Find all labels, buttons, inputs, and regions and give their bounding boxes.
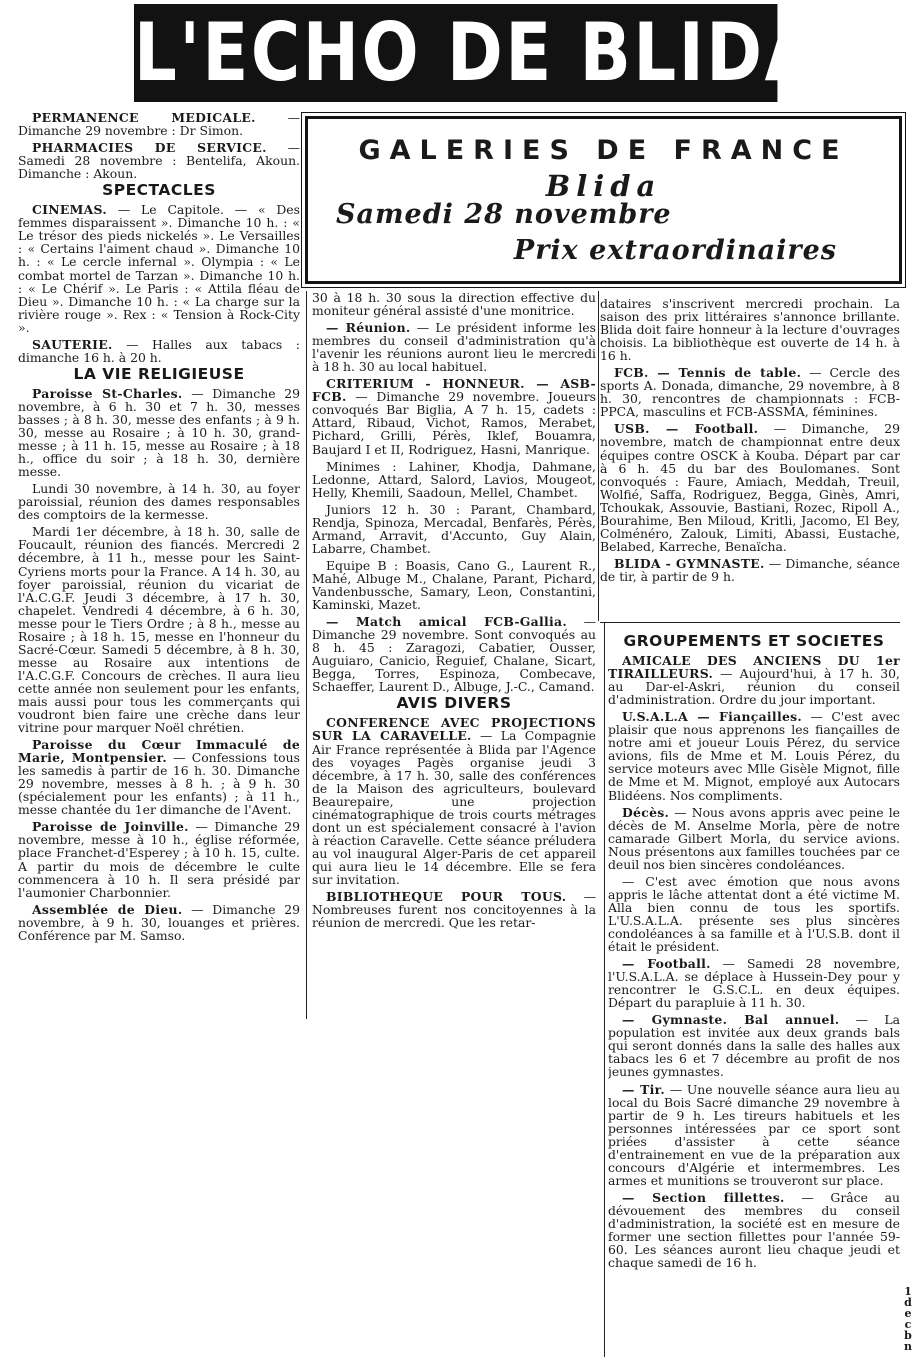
section-heading-vie-religieuse: LA VIE RELIGIEUSE bbox=[73, 364, 245, 383]
section-heading-spectacles: SPECTACLES bbox=[102, 181, 216, 200]
article-bibliotheque: BIBLIOTHEQUE POUR TOUS. — Nombreuses furent nos concitoyennes à la réunion de mercredi. Que les retar- bbox=[312, 889, 596, 931]
advert-date: Samedi 28 novembre bbox=[336, 199, 672, 230]
article-reunion: — Réunion. — Le président informe les membres du conseil d'administration qu'à l'avenir les réunions auront lieu le mercredi à 18 h. 30 au local habituel. bbox=[312, 320, 596, 375]
column-2 bbox=[312, 291, 596, 1021]
article-fcb-tennis: FCB. — Tennis de table. — Cercle des sports A. Donada, dimanche, 29 novembre, à 8 h. 30, rencontres de championnats : FCB-PPCA, masculins et FCB-ASSMA, féminines. bbox=[600, 365, 900, 420]
article-assemblee: Assemblée de Dieu. — Dimanche 29 novembre, à 9 h. 30, louanges et prières. Conférence par M. Samso. bbox=[18, 901, 300, 943]
section-heading-avis-divers: AVIS DIVERS bbox=[396, 694, 512, 713]
article-paragraph: 30 à 18 h. 30 sous la direction effective du moniteur général assisté d'une monitrice. bbox=[312, 291, 596, 319]
article-paragraph: Mardi 1er décembre, à 18 h. 30, salle de Foucault, réunion des fiancés. Mercredi 2 décembre, à 11 h., messe pour les Saint-Cyriens morts pour la France. A 14 h. 30, au foyer paroissial, réunion du vicariat de l'A.C.G.F. Jeudi 3 décembre, à 17 h. 30, chapelet. Vendredi 4 décembre, à 6 h. 30, messe pour le Tiers Ordre ; à 8 h., messe au Rosaire ; à 18 h. 15, messe en l'honneur du Sacré-Cœur. Samedi 5 décembre, à 8 h. 30, messe au Rosaire aux intentions de l'A.C.G.F. Concours de crèches. Il aura lieu cette année non seulement pour les enfants, mais aussi pour tous les commerçants qui voudront bien faire une crèche dans leur vitrine pour marquer Noël chrétien. bbox=[18, 524, 300, 736]
edge-fragment: 1 d e c b n bbox=[904, 1285, 912, 1353]
column-4 bbox=[608, 632, 900, 1352]
column-3 bbox=[600, 297, 900, 617]
article-juniors: Juniors 12 h. 30 : Parant, Chambard, Rendja, Spinoza, Mercadal, Benfarès, Pérès, Armand, Arravit, d'Accunto, Guy Alain, Labarre, Chambet. bbox=[312, 501, 596, 556]
article-gymnaste: — Gymnaste. Bal annuel. — La population est invitée aux deux grands bals qui seront donnés dans la salle des halles aux tabacs les 6 et 7 décembre au profit de nos jeunes gymnastes. bbox=[608, 1012, 900, 1080]
article-cinemas: CINEMAS. — Le Capitole. — « Des femmes disparaissent ». Dimanche 10 h. : « Le trésor des pieds nickelés ». Le Versailles : « Certains l'aiment chaud ». Dimanche 10 h. : « Le cercle infernal ». Olympia : « Le combat mortel de Tarzan ». Dimanche 10 h. : « Le Chérif ». Le Paris : « Attila fléau de Dieu ». Dimanche 10 h. : « La charge sur la rivière rouge ». Rex : « Tension à Rock-City ». bbox=[18, 202, 300, 335]
article-permanence: PERMANENCE MEDICALE. — Dimanche 29 novembre : Dr Simon. bbox=[18, 111, 300, 139]
article-sauterie: SAUTERIE. — Halles aux tabacs : dimanche 16 h. à 20 h. bbox=[18, 336, 300, 365]
column-rule bbox=[306, 291, 307, 1019]
article-pharmacies: PHARMACIES DE SERVICE. — Samedi 28 novembre : Bentelifa, Akoun. Dimanche : Akoun. bbox=[18, 140, 300, 182]
column-rule bbox=[604, 622, 605, 1357]
advert-slogan: Prix extraordinaires bbox=[513, 235, 837, 266]
article-minimes: Minimes : Lahiner, Khodja, Dahmane, Ledonne, Attard, Salord, Lavios, Mougeot, Helly, Khemili, Saadoun, Mellel, Chambet. bbox=[312, 458, 596, 500]
column-rule bbox=[598, 291, 599, 621]
article-section-fillettes: — Section fillettes. — Grâce au dévouement des membres du conseil d'administration, la société est en mesure de former une section fillettes pour l'année 59-60. Les séances auront lieu chaque jeudi et chaque samedi de 16 h. bbox=[608, 1189, 900, 1271]
article-football: — Football. — Samedi 28 novembre, l'U.S.A.L.A. se déplace à Hussein-Dey pour y rencontrer le G.S.C.L. en deux équipes. Départ du parapluie à 11 h. 30. bbox=[608, 956, 900, 1011]
advert-store-name: GALERIES DE FRANCE bbox=[358, 135, 849, 166]
article-coeur-immacule: Paroisse du Cœur Immaculé de Marie, Montpensier. — Confessions tous les samedis à partir de 16 h. 30. Dimanche 29 novembre, messes à 8 h. ; à 9 h. 30 (spécialement pour les enfants) ; à 11 h., messe chantée du 1er dimanche de l'Avent. bbox=[18, 737, 300, 818]
article-paragraph: Lundi 30 novembre, à 14 h. 30, au foyer paroissial, réunion des dames responsables des comptoirs de la kermesse. bbox=[18, 481, 300, 523]
article-tir: — Tir. — Une nouvelle séance aura lieu au local du Bois Sacré dimanche 29 novembre à partir de 9 h. Les tireurs habituels et les personnes intéressées par ce sport sont priées d'assister à cette séance d'entrainement en vue de la préparation aux concours d'Algérie et intermembres. Les armes et munitions se trouveront sur place. bbox=[608, 1081, 900, 1188]
column-1 bbox=[18, 111, 300, 1021]
article-usb-football: USB. — Football. — Dimanche, 29 novembre, match de championnat entre deux équipes contre OSCK à Kouba. Départ par car à 6 h. 45 du bar des Boulomanes. Sont convoqués : Faure, Amiach, Meddah, Treuil, Wolfié, Saffa, Rodriguez, Begga, Ginès, Amri, Tchoukak, Assouvie, Bastiani, Rozec, Ripoll A., Bourahime, Ben Miloud, Kritli, Jacomo, El Bey, Colménéro, Zalouk, Limiti, Abassi, Eustache, Belabed, Karreche, Benaïcha. bbox=[600, 421, 900, 554]
section-heading-groupements: GROUPEMENTS ET SOCIETES bbox=[623, 632, 885, 650]
article-st-charles: Paroisse St-Charles. — Dimanche 29 novembre, à 6 h. 30 et 7 h. 30, messes basses ; à 8 h. 30, messe des enfants ; à 9 h. 30, messe au Rosaire ; à 10 h. 30, grand-messe ; à 11 h. 15, messe au Rosaire ; à 18 h., office du soir ; à 18 h. 30, dernière messe. bbox=[18, 385, 300, 480]
article-deces: Décès. — Nous avons appris avec peine le décès de M. Anselme Morla, père de notre camarade Gilbert Morla, du service avions. Nous présentons aux familles touchées par ce deuil nos bien sincères condoléances. bbox=[608, 804, 900, 872]
article-attentat: — C'est avec émotion que nous avons appris le lâche attentat dont a été victime M. Alla bien connu de tous les sportifs. L'U.S.A.L.A. présente ses plus sincères condoléances à sa famille et à l'U.S.B. dont il était le président. bbox=[608, 873, 900, 955]
article-match-amical: — Match amical FCB-Gallia. — Dimanche 29 novembre. Sont convoqués au 8 h. 45 : Zaragozi, Cabatier, Ousser, Auguiaro, Canicio, Reguief, Chalane, Sicart, Begga, Torres, Espinoza, Combecave, Schaeffer, Laurent D., Albuge, J.-C., Camand. bbox=[312, 614, 596, 695]
article-joinville: Paroisse de Joinville. — Dimanche 29 novembre, messe à 10 h., église réformée, place Franchet-d'Esperey ; à 10 h. 15, culte. A partir du mois de décembre le culte commencera à 10 h. Il sera présidé par l'aumonier Charbonnier. bbox=[18, 819, 300, 900]
article-conference: CONFERENCE AVEC PROJECTIONS SUR LA CARAVELLE. — La Compagnie Air France représentée à Blida par l'Agence des voyages Pagès organise jeudi 3 décembre, à 17 h. 30, salle des conférences de la Maison des agriculteurs, boulevard Beaurepaire, une projection cinématographique de trois courts métrages dont un est spécialement consacré à l'avion à réaction Caravelle. Cette séance préludera au vol inaugural Alger-Paris de cet appareil qui aura lieu le 14 décembre. Elle se fera sur invitation. bbox=[312, 715, 596, 887]
article-criterium: CRITERIUM - HONNEUR. — ASB-FCB. — Dimanche 29 novembre. Joueurs convoqués Bar Biglia, A 7 h. 15, cadets : Attard, Ribaud, Vichot, Ramos, Merabet, Pichard, Grilli, Pérès, Iklef, Bouamra, Baujard I et II, Rodriguez, Hasni, Manrique. bbox=[312, 376, 596, 457]
advertisement-box bbox=[305, 116, 902, 284]
article-usala-fiancailles: U.S.A.L.A — Fiançailles. — C'est avec plaisir que nous apprenons les fiançailles de notre ami et joueur Louis Pérez, du service avions, fils de Mme et M. Louis Pérez, du service moteurs avec Mlle Gisèle Mignot, fille de Mme et M. Mignot, employé aux Autocars Blidéens. Nos compliments. bbox=[608, 709, 900, 803]
article-blida-gymnaste: BLIDA - GYMNASTE. — Dimanche, séance de tir, à partir de 9 h. bbox=[600, 555, 900, 584]
masthead: L'ECHO DE BLIDA bbox=[134, 4, 777, 102]
article-amicale: AMICALE DES ANCIENS DU 1er TIRAILLEURS. — Aujourd'hui, à 17 h. 30, au Dar-el-Askri, réunion du conseil d'administration. Ordre du jour important. bbox=[608, 653, 900, 708]
advert-city: Blida bbox=[545, 169, 662, 203]
article-equipe-b: Equipe B : Boasis, Cano G., Laurent R., Mahé, Albuge M., Chalane, Parant, Pichard, Vandenbussche, Samary, Leon, Constantini, Kaminski, Mazet. bbox=[312, 557, 596, 613]
column-rule bbox=[600, 622, 900, 623]
article-paragraph: dataires s'inscrivent mercredi prochain. La saison des prix littéraires s'annonce brillante. Blida doit faire honneur à la lecture d'ouvrages choisis. La bibliothèque est ouverte de 14 h. à 16 h. bbox=[600, 297, 900, 364]
